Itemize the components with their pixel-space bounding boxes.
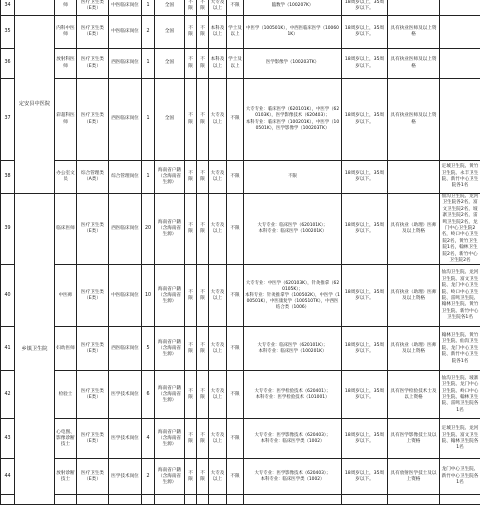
- table-row: [1, 79, 480, 161]
- category-cell: 西医临床岗位: [109, 327, 142, 371]
- degree-cell: 不限: [227, 79, 244, 161]
- major-requirement-cell: 大专专业：医学影像技术（620403）； 本科专业：临床医学类（1002）: [244, 459, 342, 495]
- row-number-cell: [1, 495, 15, 505]
- major-requirement-cell: [244, 495, 342, 505]
- gender-cell: 不限: [197, 194, 209, 265]
- row-number-cell: 39: [1, 194, 15, 265]
- unit-cell: [15, 0, 55, 16]
- type-cell: 综合管理类（A类）: [77, 161, 109, 194]
- category-cell: 综合管理岗位: [109, 161, 142, 194]
- limit-cell: 不限: [185, 16, 197, 49]
- category-cell: 医学技术岗位: [109, 419, 142, 459]
- table-row: [1, 161, 480, 194]
- notes-cell: 龙门中心卫生院、新竹中心卫生院各1名: [440, 459, 480, 495]
- type-cell: 医疗卫生类（E类）: [77, 16, 109, 49]
- age-condition-cell: 18周岁以上，35周岁以下。: [342, 161, 388, 194]
- table-row: [1, 459, 480, 495]
- limit-cell: 不限: [185, 265, 197, 327]
- table-body: [1, 0, 480, 505]
- qualification-cell: [388, 161, 440, 194]
- qualification-cell: [388, 0, 440, 16]
- degree-cell: 不限: [227, 161, 244, 194]
- row-number-cell: 35: [1, 16, 15, 49]
- notes-cell: 翰林卫生院、黄竹卫生院、仙沟卫生院、龙门中心卫生院、新竹中心卫生院各1名: [440, 327, 480, 371]
- post-cell: 心电图、影像诊断技士: [55, 419, 77, 459]
- limit-cell: 不限: [185, 327, 197, 371]
- type-cell: 医疗卫生类（E类）: [77, 265, 109, 327]
- age-condition-cell: 18周岁以上，35周岁以下。: [342, 371, 388, 419]
- post-cell: 中医师: [55, 265, 77, 327]
- notes-cell: [440, 16, 480, 49]
- major-requirement-cell: 臨数学（100207K）: [244, 0, 342, 16]
- age-condition-cell: 18周岁以上，35周岁以下。: [342, 194, 388, 265]
- region-cell: 全国: [155, 49, 185, 79]
- education-cell: 大专及以上: [209, 459, 227, 495]
- notes-cell: [440, 79, 480, 161]
- education-cell: 大专及以上: [209, 0, 227, 16]
- region-cell: 海南省户籍（含海南省生源）: [155, 419, 185, 459]
- count-cell: [142, 495, 155, 505]
- table-row: [1, 0, 480, 16]
- qualification-cell: 具有放射医学技士及以上资格: [388, 459, 440, 495]
- education-cell: 本科及以上: [209, 16, 227, 49]
- gender-cell: [197, 495, 209, 505]
- major-requirement-cell: 大专专业：临床医学（620101K）； 本科专业：临床医学（100201K）: [244, 327, 342, 371]
- category-cell: 医学技术岗位: [109, 371, 142, 419]
- education-cell: 大专及以上: [209, 419, 227, 459]
- region-cell: [155, 495, 185, 505]
- qualification-cell: 具有执业（助理）医师及以上资格: [388, 265, 440, 327]
- age-condition-cell: 18周岁以上，35周岁以下。: [342, 16, 388, 49]
- table-row: [1, 371, 480, 419]
- post-cell: 放射诊断技士: [55, 459, 77, 495]
- row-number-cell: 38: [1, 161, 15, 194]
- type-cell: 医疗卫生类（E类）: [77, 327, 109, 371]
- region-cell: 全国: [155, 0, 185, 16]
- row-number-cell: 34: [1, 0, 15, 16]
- limit-cell: 不限: [185, 49, 197, 79]
- degree-cell: 学士及以上: [227, 49, 244, 79]
- notes-cell: [440, 49, 480, 79]
- row-number-cell: 43: [1, 419, 15, 459]
- post-cell: 办公室文员: [55, 161, 77, 194]
- limit-cell: 不限: [185, 419, 197, 459]
- major-requirement-cell: 中医学（100501K），中西医临床医学（100601K）: [244, 16, 342, 49]
- notes-cell: 仙沟卫生院、龙河卫生院各2名，富文卫生院2名，坡寨卫生院2名，雷鸣卫生院2名，龙门中心卫生院2名，岭口中心卫生院2名，黄竹卫生院1名，翰林卫生院2名，新竹中心卫生院2名: [440, 194, 480, 265]
- region-cell: 海南省户籍（含海南省生源）: [155, 265, 185, 327]
- region-cell: 海南省户籍（含海南省生源）: [155, 459, 185, 495]
- age-condition-cell: 18周岁以上，35周岁以下。: [342, 49, 388, 79]
- degree-cell: 不限: [227, 265, 244, 327]
- gender-cell: 不限: [197, 161, 209, 194]
- post-cell: 彩超科医师: [55, 79, 77, 161]
- count-cell: 1: [142, 0, 155, 16]
- major-requirement-cell: 大专专业：临床医学（620101K），中医学（620103K），医学影像技术（620403）； 本科专业：临床医学（100201K），中医学（100501K），医学影像学（100203TK）: [244, 79, 342, 161]
- post-cell: [55, 495, 77, 505]
- qualification-cell: 具有执业医师及以上资格: [388, 79, 440, 161]
- notes-cell: 仙沟卫生院、坡寨卫生院、龙门中心卫生院、岭口中心卫生院、翰林卫生院、雷鸣卫生院各1名: [440, 371, 480, 419]
- notes-cell: [440, 495, 480, 505]
- table-row: [1, 49, 480, 79]
- degree-cell: 不限: [227, 194, 244, 265]
- limit-cell: 不限: [185, 79, 197, 161]
- limit-cell: 不限: [185, 161, 197, 194]
- gender-cell: 不限: [197, 459, 209, 495]
- major-requirement-cell: 不限: [244, 161, 342, 194]
- notes-cell: 定城卫生院、黄竹卫生院、永丰卫生院、新竹中心卫生院各1名: [440, 161, 480, 194]
- table-row: [1, 265, 480, 327]
- count-cell: 4: [142, 419, 155, 459]
- qualification-cell: 具有执业（助理）医师及以上资格: [388, 327, 440, 371]
- education-cell: 大专及以上: [209, 194, 227, 265]
- limit-cell: 不限: [185, 0, 197, 16]
- degree-cell: 不限: [227, 459, 244, 495]
- post-cell: 妇幼医师: [55, 327, 77, 371]
- degree-cell: 不限: [227, 419, 244, 459]
- count-cell: 1: [142, 49, 155, 79]
- major-requirement-cell: 大专专业：中医学（620103K），针灸推拿（620105K）； 本科专业：针灸推拿学（100502K），中医学（100501K），中医康复学（100510TK），中西医结合类（1006）: [244, 265, 342, 327]
- region-cell: 海南省户籍（含海南省生源）: [155, 194, 185, 265]
- category-cell: 中医临床岗位: [109, 0, 142, 16]
- type-cell: 医疗卫生类（E类）: [77, 371, 109, 419]
- region-cell: 海南省户籍（含海南省生源）: [155, 161, 185, 194]
- age-condition-cell: 18周岁以上，35周岁以下。: [342, 79, 388, 161]
- notes-cell: 仙沟卫生院、龙河卫生院、富文卫生院、龙门中心卫生院、岭口中心卫生院、雷鸣卫生院、翰林卫生院、黄竹卫生院、新竹中心卫生院各1名: [440, 265, 480, 327]
- qualification-cell: 具有医学检验技术士及以上资格: [388, 371, 440, 419]
- type-cell: 医疗卫生类（E类）: [77, 0, 109, 16]
- region-cell: 海南省户籍（含海南省生源）: [155, 371, 185, 419]
- category-cell: 西医临床岗位: [109, 49, 142, 79]
- category-cell: 中医临床岗位: [109, 265, 142, 327]
- post-cell: 检验士: [55, 371, 77, 419]
- count-cell: 1: [142, 161, 155, 194]
- education-cell: 大专及以上: [209, 371, 227, 419]
- major-requirement-cell: 医学影像学（100203TK）: [244, 49, 342, 79]
- major-requirement-cell: 大专专业：临床医学（620101K）； 本科专业：临床医学（100201K）: [244, 194, 342, 265]
- count-cell: 2: [142, 16, 155, 49]
- qualification-cell: 具有执业医师及以上资格: [388, 16, 440, 49]
- gender-cell: 不限: [197, 371, 209, 419]
- table-row: [1, 419, 480, 459]
- major-requirement-cell: 大专专业：医学影像技术（620403）； 本科专业：临床医学类（1002）: [244, 419, 342, 459]
- type-cell: 医疗卫生类（E类）: [77, 419, 109, 459]
- row-number-cell: 41: [1, 327, 15, 371]
- row-number-cell: 40: [1, 265, 15, 327]
- education-cell: 本科及以上: [209, 49, 227, 79]
- degree-cell: 不限: [227, 371, 244, 419]
- region-cell: 全国: [155, 16, 185, 49]
- age-condition-cell: 18周岁以上，35周岁以下。: [342, 0, 388, 16]
- age-condition-cell: 18周岁以上，35周岁以下。: [342, 459, 388, 495]
- education-cell: 大专及以上: [209, 265, 227, 327]
- count-cell: 6: [142, 371, 155, 419]
- region-cell: 全国: [155, 79, 185, 161]
- notes-cell: 定城卫生院、龙河卫生院、富文卫生院、翰林卫生院各1名: [440, 419, 480, 459]
- category-cell: 西医临床岗位: [109, 79, 142, 161]
- major-requirement-cell: 大专专业：医学检验技术（620401）； 本科专业：医学检验技术（101001）: [244, 371, 342, 419]
- category-cell: 中医临床岗位: [109, 16, 142, 49]
- count-cell: 1: [142, 79, 155, 161]
- type-cell: [77, 495, 109, 505]
- gender-cell: 不限: [197, 49, 209, 79]
- post-cell: 放射科医师: [55, 49, 77, 79]
- table-row: [1, 495, 480, 505]
- degree-cell: [227, 495, 244, 505]
- education-cell: 大专及以上: [209, 327, 227, 371]
- row-number-cell: 42: [1, 371, 15, 419]
- degree-cell: 不限: [227, 327, 244, 371]
- age-condition-cell: [342, 495, 388, 505]
- gender-cell: 不限: [197, 265, 209, 327]
- unit-cell: 乡镇卫生院: [15, 194, 55, 505]
- row-number-cell: 37: [1, 79, 15, 161]
- post-cell: 内科中医师: [55, 16, 77, 49]
- gender-cell: 不限: [197, 419, 209, 459]
- gender-cell: 不限: [197, 0, 209, 16]
- age-condition-cell: 18周岁以上，35周岁以下。: [342, 327, 388, 371]
- limit-cell: [185, 495, 197, 505]
- category-cell: 医学技术岗位: [109, 459, 142, 495]
- count-cell: 10: [142, 265, 155, 327]
- type-cell: 医疗卫生类（E类）: [77, 79, 109, 161]
- table-row: [1, 194, 480, 265]
- qualification-cell: 具有执业医师及以上资格: [388, 49, 440, 79]
- education-cell: 大专及以上: [209, 161, 227, 194]
- age-condition-cell: 18周岁以上，35周岁以下。: [342, 265, 388, 327]
- type-cell: 医疗卫生类（E类）: [77, 49, 109, 79]
- table-row: [1, 16, 480, 49]
- unit-cell: 定安县中医院: [15, 16, 55, 194]
- post-cell: 师: [55, 0, 77, 16]
- row-number-cell: 36: [1, 49, 15, 79]
- degree-cell: 学士及以上: [227, 16, 244, 49]
- age-condition-cell: 18周岁以上，35周岁以下。: [342, 419, 388, 459]
- notes-cell: [440, 0, 480, 16]
- table-row: [1, 327, 480, 371]
- qualification-cell: 具有医学影像技士及以上资格: [388, 419, 440, 459]
- type-cell: 医疗卫生类（E类）: [77, 194, 109, 265]
- qualification-cell: [388, 495, 440, 505]
- limit-cell: 不限: [185, 371, 197, 419]
- count-cell: 5: [142, 327, 155, 371]
- post-cell: 临床医师: [55, 194, 77, 265]
- count-cell: 2: [142, 459, 155, 495]
- gender-cell: 不限: [197, 16, 209, 49]
- region-cell: 海南省户籍（含海南省生源）: [155, 327, 185, 371]
- category-cell: [109, 495, 142, 505]
- limit-cell: 不限: [185, 194, 197, 265]
- limit-cell: 不限: [185, 459, 197, 495]
- gender-cell: 不限: [197, 327, 209, 371]
- education-cell: [209, 495, 227, 505]
- qualification-cell: 具有执业（助理）医师及以上资格: [388, 194, 440, 265]
- count-cell: 20: [142, 194, 155, 265]
- gender-cell: 不限: [197, 79, 209, 161]
- category-cell: 西医临床岗位: [109, 194, 142, 265]
- degree-cell: 不限: [227, 0, 244, 16]
- row-number-cell: 44: [1, 459, 15, 495]
- education-cell: 大专及以上: [209, 79, 227, 161]
- type-cell: 医疗卫生类（E类）: [77, 459, 109, 495]
